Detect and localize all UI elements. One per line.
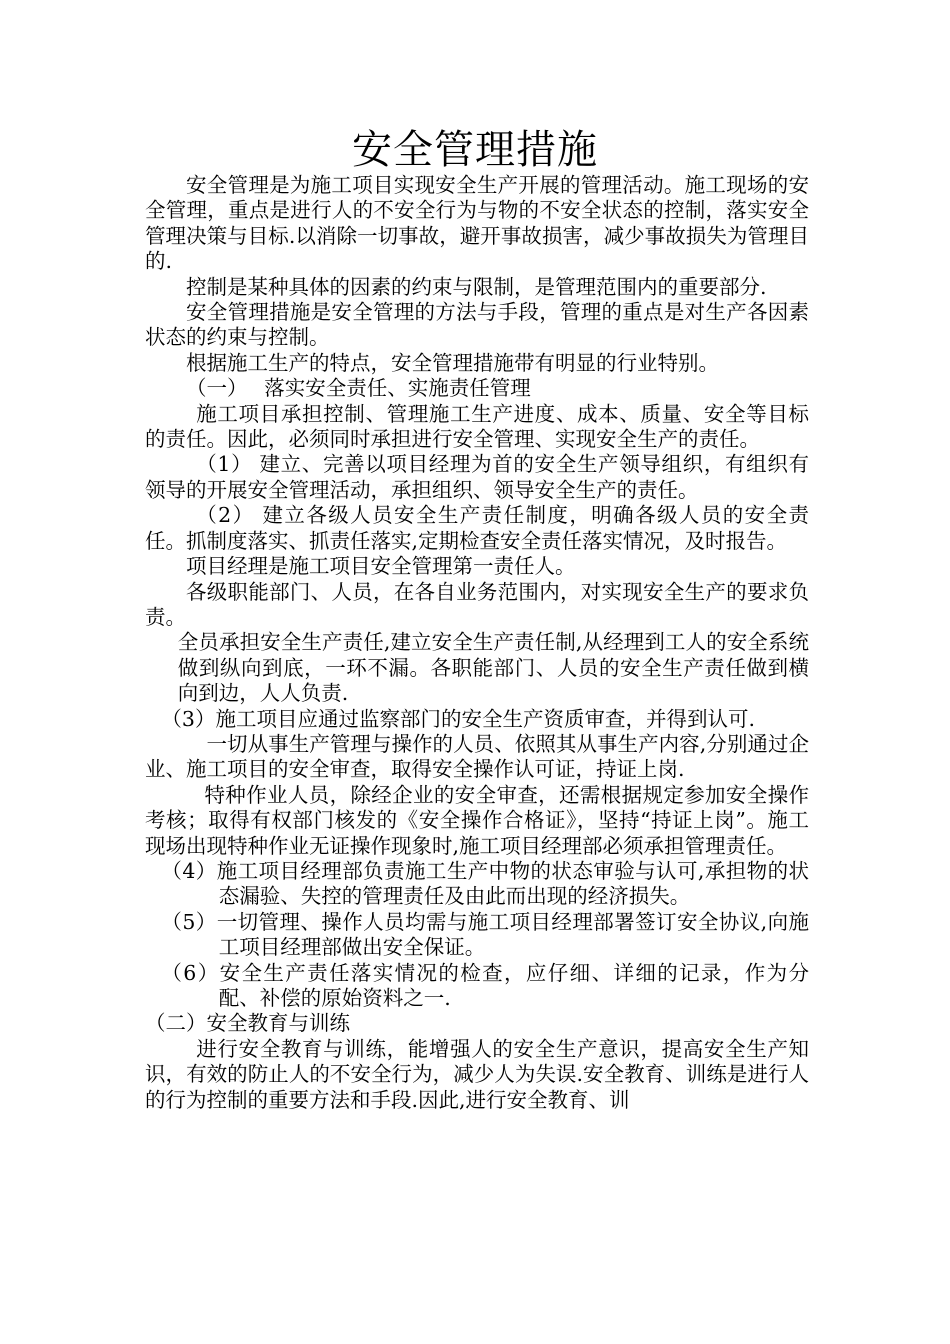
paragraph-control: 控制是某种具体的因素的约束与限制，是管理范围内的重要部分. xyxy=(186,274,767,299)
document-body xyxy=(145,173,809,1113)
list-item-1: （1） 建立、完善以项目经理为首的安全生产领导组织，有组织有领导的开展安全管理活动，承担组织、领导安全生产的责任。 xyxy=(145,452,809,502)
list-item-4: （4）施工项目经理部负责施工生产中物的状态审验与认可,承担物的状态漏验、失控的管理责任及由此而出现的经济损失。 xyxy=(161,858,809,909)
paragraph-project-manager: 项目经理是施工项目安全管理第一责任人。 xyxy=(186,554,576,579)
paragraph-education: 进行安全教育与训练，能增强人的安全生产意识，提高安全生产知识，有效的防止人的不安全行为，减少人为失误.安全教育、训练是进行人的行为控制的重要方法和手段.因此,进行安全教育、训 xyxy=(145,1036,809,1112)
paragraph-characteristics: 根据施工生产的特点，安全管理措施带有明显的行业特别。 xyxy=(186,350,719,375)
section-heading-1: （一） 落实安全责任、实施责任管理 xyxy=(186,376,531,401)
paragraph-departments: 各级职能部门、人员，在各自业务范围内，对实现安全生产的要求负责。 xyxy=(145,579,809,629)
list-item-2: （2） 建立各级人员安全生产责任制度，明确各级人员的安全责任。抓制度落实、抓责任落实,定期检查安全责任落实情况，及时报告。 xyxy=(145,503,809,553)
list-item-3: （3）施工项目应通过监察部门的安全生产资质审查，并得到认可. xyxy=(161,706,755,731)
list-item-6: （6）安全生产责任落实情况的检查，应仔细、详细的记录，作为分配、补偿的原始资料之一. xyxy=(161,960,809,1010)
paragraph-certification: 一切从事生产管理与操作的人员、依照其从事生产内容,分别通过企业、施工项目的安全审查，取得安全操作认可证，持证上岗. xyxy=(145,731,809,782)
paragraph-measures: 安全管理措施是安全管理的方法与手段，管理的重点是对生产各因素状态的约束与控制。 xyxy=(145,300,809,350)
list-item-5: （5）一切管理、操作人员均需与施工项目经理部署签订安全协议,向施工项目经理部做出安全保证。 xyxy=(161,909,809,960)
paragraph-special-operations: 特种作业人员，除经企业的安全审查，还需根据规定参加安全操作考核；取得有权部门核发的《安全操作合格证》，坚持“持证上岗”。施工现场出现特种作业无证操作现象时,施工项目经理部必须承担管理责任。 xyxy=(145,782,809,858)
section-heading-2: （二）安全教育与训练 xyxy=(145,1011,350,1036)
document-title: 安全管理措施 xyxy=(352,127,598,173)
paragraph-all-staff: 全员承担安全生产责任,建立安全生产责任制,从经理到工人的安全系统做到纵向到底，一环不漏。各职能部门、人员的安全生产责任做到横向到边，人人负责. xyxy=(177,630,809,706)
paragraph-responsibility: 施工项目承担控制、管理施工生产进度、成本、质量、安全等目标的责任。因此，必须同时承担进行安全管理、实现安全生产的责任。 xyxy=(145,401,809,452)
paragraph-intro: 安全管理是为施工项目实现安全生产开展的管理活动。施工现场的安全管理，重点是进行人的不安全行为与物的不安全状态的控制，落实安全管理决策与目标.以消除一切事故，避开事故损害，减少事故损失为管理目的. xyxy=(145,173,809,274)
